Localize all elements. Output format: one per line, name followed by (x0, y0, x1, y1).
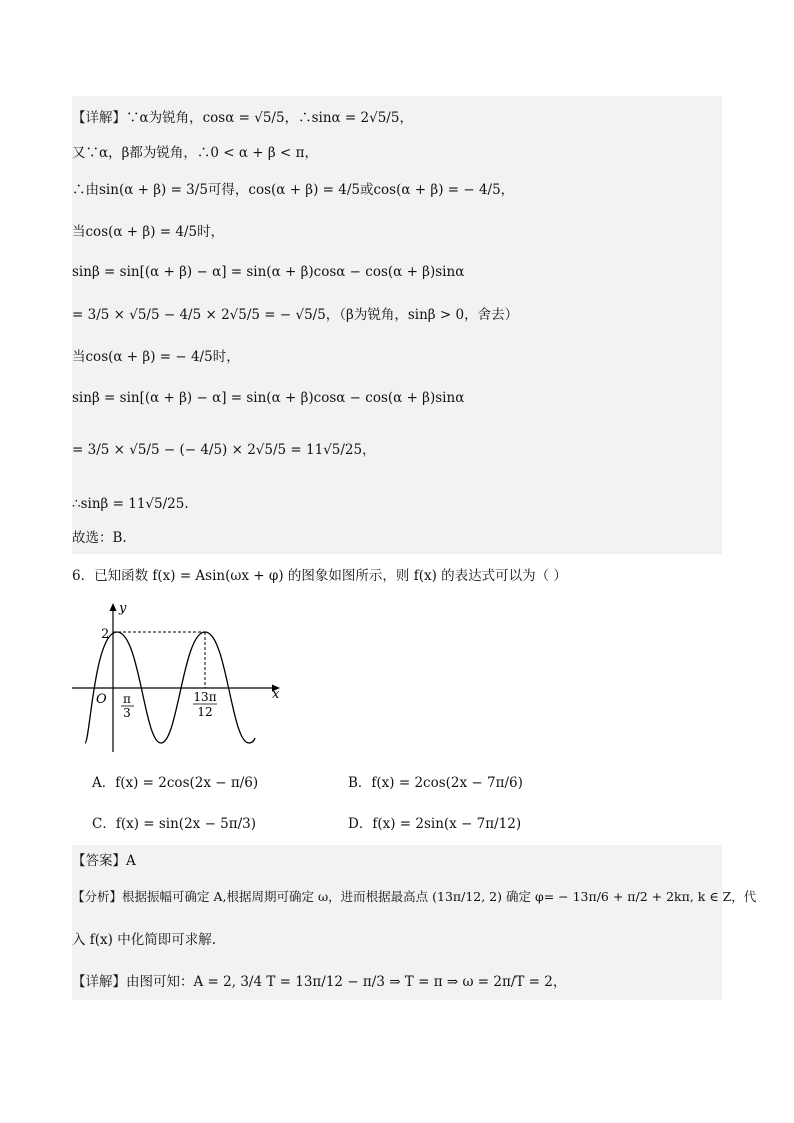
solution-line: = 3/5 × √5/5 − 4/5 × 2√5/5 = − √5/5，（β为锐角，sinβ > 0，舍去） (72, 307, 519, 323)
option-d[interactable]: D．f(x) = 2sin(x − 7π/12) (348, 816, 522, 832)
analysis-line: 入 f(x) 中化简即可求解. (72, 932, 217, 948)
question-stem: 6．已知函数 f(x) = Asin(ωx + φ) 的图象如图所示，则 f(x) 的表达式可以为（ ） (72, 568, 567, 584)
option-a[interactable]: A．f(x) = 2cos(2x − π/6) (92, 775, 259, 791)
solution-line: ∴由sin(α + β) = 3/5可得，cos(α + β) = 4/5或cos(α + β) = − 4/5， (72, 182, 515, 198)
solution-line: sinβ = sin[(α + β) − α] = sin(α + β)cosα − cos(α + β)sinα (72, 390, 465, 406)
solution-line: 当cos(α + β) = 4/5时， (72, 224, 225, 240)
tick-13pi-12-denominator: 12 (197, 705, 213, 719)
function-graph (66, 598, 296, 758)
solution-line: = 3/5 × √5/5 − (− 4/5) × 2√5/5 = 11√5/25， (72, 442, 376, 458)
y-axis-arrow (110, 603, 117, 611)
tick-pi-3-denominator: 3 (123, 706, 131, 720)
solution-line: 【详解】∵α为锐角，cosα = √5/5，∴sinα = 2√5/5， (72, 110, 413, 126)
origin-label: O (96, 692, 107, 707)
y-axis-label: y (119, 601, 127, 616)
solution-line: 故选：B. (72, 530, 127, 546)
solution-line: ∴sinβ = 11√5/25. (72, 496, 189, 512)
analysis-line: 【分析】根据振幅可确定 A,根据周期可确定 ω，进而根据最高点 (13π/12, 2) 确定 φ= − 13π/6 + π/2 + 2kπ, k ∈ Z，代 (72, 889, 757, 904)
solution-line: 又∵α，β都为锐角，∴0 < α + β < π， (72, 145, 318, 161)
solution-line: sinβ = sin[(α + β) − α] = sin(α + β)cosα − cos(α + β)sinα (72, 264, 465, 280)
solution-line: 当cos(α + β) = − 4/5时， (72, 349, 240, 365)
option-b[interactable]: B．f(x) = 2cos(2x − 7π/6) (348, 775, 523, 791)
option-c[interactable]: C．f(x) = sin(2x − 5π/3) (92, 816, 257, 832)
x-axis-label: x (272, 687, 280, 702)
solution-panel-top (72, 96, 722, 554)
answer-line: 【答案】A (72, 853, 136, 869)
tick-pi-3-numerator: π (123, 692, 131, 706)
tick-13pi-12-numerator: 13π (193, 690, 217, 704)
detail-line: 【详解】由图可知：A = 2, 3/4 T = 13π/12 − π/3 ⇒ T = π ⇒ ω = 2π/T = 2， (72, 974, 567, 990)
max-value-label: 2 (101, 627, 110, 642)
